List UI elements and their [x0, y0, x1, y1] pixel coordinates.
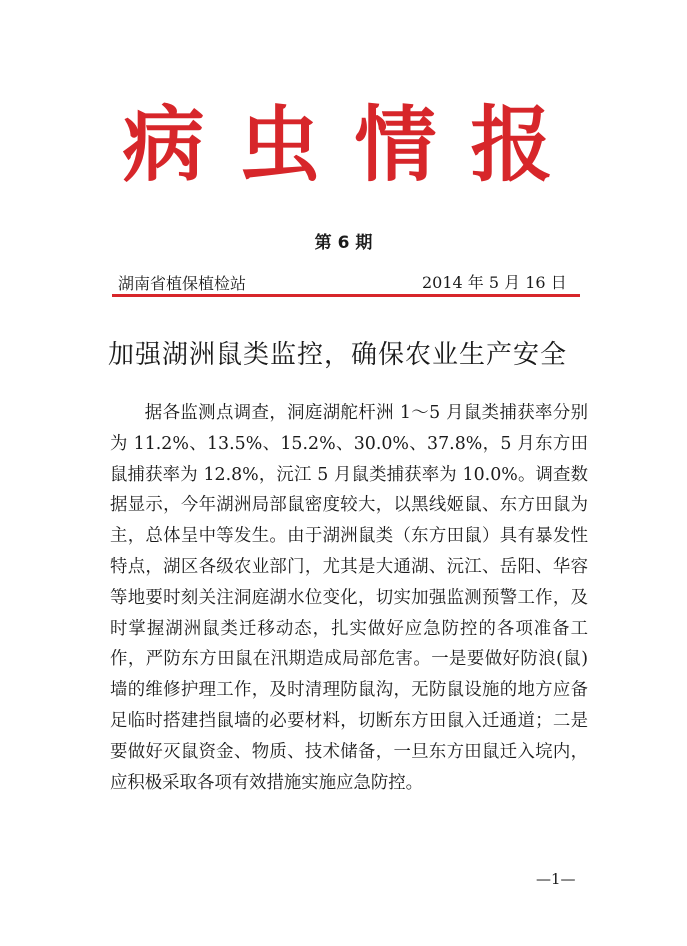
issue-date: 2014 年 5 月 16 日 [422, 273, 567, 292]
issue-number: 第 6 期 [314, 233, 373, 253]
page-number: —1— [536, 870, 576, 888]
issuing-organization: 湖南省植保植检站 [118, 274, 247, 293]
masthead-title: 病虫情报 [122, 98, 587, 193]
article-body: 据各监测点调查，洞庭湖舵杆洲 1～5 月鼠类捕获率分别为 11.2%、13.5%、15.2%、30.0%、37.8%，5 月东方田鼠捕获率为 12.8%，沅江 5 月鼠类捕获率为 10.0%。调查数据显示，今年湖洲局部鼠密度较大，以黑线姬鼠、东方田鼠为主，总体呈中等发生。由于湖洲鼠类（东方田鼠）具有暴发性特点，湖区各级农业部门，尤其是大通湖、沅江、岳阳、华容等地要时刻关注洞庭湖水位变化，切实加强监测预警工作，及时掌握湖洲鼠类迁移动态，扎实做好应急防控的各项准备工作，严防东方田鼠在汛期造成局部危害。一是要做好防浪(鼠)墙的维修护理工作，及时清理防鼠沟，无防鼠设施的地方应备足临时搭建挡鼠墙的必要材料，切断东方田鼠入迁通道；二是要做好灭鼠资金、物质、技术储备，一旦东方田鼠迁入垸内，应积极采取各项有效措施实施应急防控。 [110, 403, 588, 793]
header-divider [112, 294, 580, 297]
article-headline: 加强湖洲鼠类监控，确保农业生产安全 [108, 340, 568, 370]
